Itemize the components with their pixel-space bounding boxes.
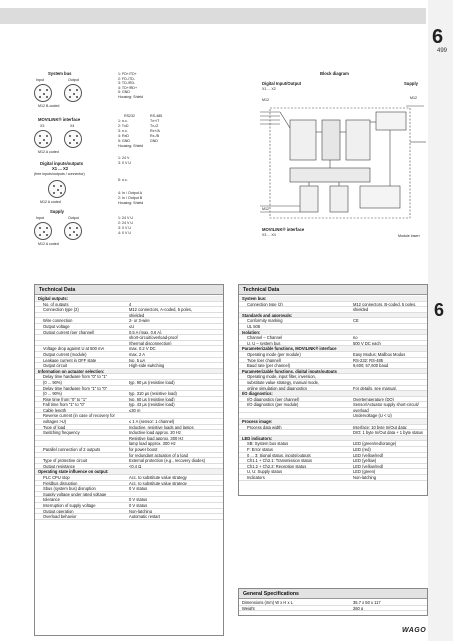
row-value <box>129 492 223 497</box>
row-label <box>239 408 353 413</box>
row-value <box>353 296 427 301</box>
row-label: Fall time from "1" to "0" <box>43 402 85 407</box>
row-label: Reverse current (in case of recovery for <box>43 413 115 419</box>
row-value <box>129 386 223 391</box>
row-value: 0 V status <box>129 502 148 508</box>
row-label: Type of protective circuit <box>43 458 88 463</box>
row-value: max. 2 A <box>129 351 145 357</box>
row-label: LED indicators: <box>242 435 273 441</box>
row-value: Non-latching <box>353 475 376 480</box>
dio-note: (free inputs/outputs / connector) <box>34 172 85 176</box>
row-value: 0 V status <box>129 497 148 502</box>
table-row <box>239 475 427 481</box>
row-value: ≤30 m <box>129 407 141 413</box>
row-value: 2- or 3-wire <box>129 318 150 323</box>
row-label: Operating mode, input filter, inversion, <box>247 374 316 379</box>
row-label: Connection type (2) <box>43 307 79 312</box>
dio-coded: M12 A coded <box>40 200 61 204</box>
row-value: Acc. to substitute value strategy <box>129 475 187 480</box>
row-label: Operating mode (per module) <box>247 351 301 357</box>
row-label <box>35 436 129 441</box>
row-label: Sbus (system bus) disruption <box>43 486 96 491</box>
system-bus-pins: 1: FD+/TD+ 2: FD-/TD- 3: TD-/RD- 4: TD+/RD+ 5: GND Housing: Shield <box>118 72 144 99</box>
diagram-supply-label: Supply <box>404 81 418 86</box>
row-value: M12 connectors, B-coded, 5 poles, <box>353 301 417 307</box>
row-label: SB: System bus status <box>247 441 289 447</box>
row-label: 0 ... 3: Signal status, inputs/outputs <box>247 452 311 458</box>
row-value <box>129 374 223 379</box>
system-bus-title: System bus <box>48 71 72 76</box>
system-bus-output-label: Output <box>68 78 79 82</box>
supply-coded: M12 A coded <box>38 242 59 246</box>
row-value: Sensor/Actuator supply short-circuit/ <box>353 402 419 407</box>
row-value: <0.4 Ω <box>129 463 142 469</box>
row-value: Undervoltage (U < U) <box>353 413 392 419</box>
row-value: Non-latching <box>129 508 152 514</box>
row-label: Baud rate (per channel) <box>247 363 291 368</box>
row-label: Parameterizable functions, digital inputs/outputs <box>242 368 337 374</box>
row-label: Output voltage <box>43 323 70 329</box>
movilink-x3: X3 <box>40 124 45 128</box>
chapter-number: 6 <box>432 26 444 48</box>
row-value: no <box>353 335 358 340</box>
row-label: Voltage drop against U at 500 mA <box>43 346 105 351</box>
row-value: overload <box>353 407 369 413</box>
row-label: Parallel connection of 2 outputs <box>43 447 101 452</box>
row-label: Delay time hardware from "1" to "0" <box>43 385 108 391</box>
row-label: F: Error status <box>247 447 273 452</box>
row-label: Output current (module) <box>43 351 87 357</box>
row-value <box>353 313 427 318</box>
row-label: System bus: <box>242 296 267 301</box>
row-value: Automatic restart <box>129 514 160 519</box>
row-value <box>129 413 223 418</box>
row-label: (0 ... 90%) <box>43 391 62 396</box>
diagram-dio-sub: X1 ... X2 <box>262 87 276 91</box>
supply-title: Supply <box>50 209 64 214</box>
supply-output-label: Output <box>68 216 79 220</box>
side-chapter-number: 6 <box>434 300 445 320</box>
row-value: CE <box>353 318 359 323</box>
connector-icon <box>34 84 52 102</box>
diagram-m12-top: M12 <box>410 96 417 100</box>
row-value <box>129 369 223 374</box>
block-diagram <box>260 102 426 226</box>
row-label: Operating state influence on output: <box>38 469 109 474</box>
row-value: LED (green/red/orange) <box>353 441 397 447</box>
row-label: Leakage current in OFF state <box>43 357 97 363</box>
table-title: General Specifications <box>239 589 427 599</box>
row-value <box>353 380 427 385</box>
row-value: Inductive load approx. 20 Hz <box>129 430 181 435</box>
row-value: typ. 310 µs (resistive load) <box>129 391 177 396</box>
row-label: Process image: <box>242 419 273 424</box>
movilink-title: MOVILINK® interface <box>38 117 81 122</box>
row-label: U, U – system bus <box>247 340 281 346</box>
row-label: Delay time hardware from "0" to "1" <box>43 374 108 379</box>
movilink-x4: X4 <box>70 124 75 128</box>
row-value: ≤U <box>129 323 135 329</box>
row-label: Ch1.2 + Ch2.2: Reception status <box>247 463 307 469</box>
row-label: Fieldbus disruption <box>43 480 78 486</box>
row-label: I/O diagnostics: <box>242 391 273 396</box>
table-title: Technical Data <box>239 285 427 295</box>
diagram-dio-label: Digital Input/Output <box>262 81 302 86</box>
table-row <box>35 514 223 520</box>
row-label: Overload behavior <box>43 514 77 519</box>
diagram-m12-bottom: M12 <box>262 207 269 211</box>
row-label: Interruption of supply voltage <box>43 502 96 508</box>
row-label: UL 508 <box>247 323 261 329</box>
row-value <box>353 419 427 424</box>
row-value: Easy Modus; Mailbox Modus <box>353 351 406 357</box>
row-value: Interface: 10 byte In/Out data; <box>353 424 408 430</box>
row-value: typ. 60 µs (resistive load) <box>129 396 175 402</box>
row-value: 4 <box>129 301 132 307</box>
table-rows <box>239 295 427 481</box>
row-value: typ. 43 µs (resistive load) <box>129 402 175 407</box>
page-number: 499 <box>437 48 448 54</box>
connector-icon <box>34 222 52 240</box>
diagram-movilink-label: MOVILINK® interface <box>262 227 305 232</box>
row-label: Supply voltage under rated voltage <box>43 491 107 497</box>
row-value: for power boost <box>129 447 158 452</box>
row-value <box>353 369 427 374</box>
row-label <box>35 453 129 458</box>
row-label <box>239 413 353 418</box>
row-label: substitute value strategy, manual mode, <box>247 379 320 385</box>
row-value <box>353 391 427 396</box>
row-value: External protection (e.g., recovery diodes) <box>129 458 205 463</box>
row-value: 260 g <box>353 605 364 611</box>
table-rows <box>35 295 223 520</box>
row-label <box>239 430 353 435</box>
row-label: (0 ... 90%) <box>43 379 62 385</box>
row-value <box>353 436 427 441</box>
row-value: 0 V status <box>129 486 148 491</box>
row-label: U, U: Supply status <box>247 469 283 474</box>
row-label: tolerance <box>43 497 60 502</box>
row-label: online simulation and diagnostics <box>247 385 308 391</box>
row-label: Parameterizable functions, MOVILINK® interface <box>242 346 337 351</box>
diagram-m12-left: M12 <box>262 98 269 102</box>
system-bus-input-label: Input <box>36 78 44 82</box>
row-value: ≤ 1 A (sensor: 1 channel) <box>129 419 175 424</box>
general-specifications <box>238 588 428 616</box>
row-label: Output current (per channel) <box>43 329 95 335</box>
row-label: Output operation <box>43 508 74 514</box>
diagram-title: Block diagram <box>320 71 349 76</box>
row-label: Output circuit <box>43 363 68 368</box>
table-title: Technical Data <box>35 285 223 295</box>
row-label <box>35 335 129 340</box>
connector-icon <box>48 180 66 198</box>
row-value: DIO: 1 byte In/Out data + 1 byte status <box>353 430 423 435</box>
row-value <box>353 324 427 329</box>
row-value: LED (yellow/red) <box>353 463 384 469</box>
row-label: Process data width <box>247 424 282 430</box>
row-value <box>129 469 223 474</box>
technical-data-right <box>238 284 428 496</box>
row-value: typ. 90 µs (resistive load) <box>129 379 175 385</box>
row-value: LED (yellow) <box>353 458 377 463</box>
wago-logo: WAGO <box>402 627 427 634</box>
row-label: Weight <box>242 605 255 611</box>
row-label: Wire connection <box>43 318 73 323</box>
dio-title: Digital inputs/outputs <box>40 161 84 166</box>
row-value: typ. 5 µA <box>129 357 146 363</box>
row-label: I/O diagnostics (per channel) <box>247 396 300 402</box>
row-value: max. 0.2 V DC <box>129 346 156 351</box>
connector-icon <box>34 130 52 148</box>
row-value: (thermal disconnection) <box>129 340 172 346</box>
row-value <box>353 330 427 335</box>
row-value: High-side switching <box>129 363 165 368</box>
row-value: LED (red) <box>353 447 371 452</box>
row-value: 35.7 x 50 x 117 <box>353 600 381 605</box>
row-label: Switching frequency <box>43 430 80 435</box>
row-value <box>129 296 223 301</box>
connector-icon <box>64 222 82 240</box>
technical-data-left <box>34 284 224 636</box>
row-value: for redundant actuation of a load <box>129 452 188 458</box>
row-value: Inductive, resistive loads and lamps <box>129 424 194 430</box>
row-value: 9,600; 57,600 baud <box>353 363 389 368</box>
system-bus-coded: M12 B-coded <box>38 104 60 108</box>
row-label: Connection type (2) <box>247 301 283 307</box>
row-label: Ch1.1 + Ch2.1: Transmission status <box>247 458 312 463</box>
movilink-coded: M12 A coded <box>38 150 59 154</box>
row-value: shielded <box>129 312 145 318</box>
row-value: shielded <box>353 307 369 312</box>
row-label: Type of load <box>43 424 66 430</box>
table-row <box>239 606 427 612</box>
row-value <box>353 374 427 379</box>
row-value: 500 V DC each <box>353 340 381 346</box>
row-label: voltages >U) <box>43 419 67 424</box>
row-label: Isolation: <box>242 329 261 335</box>
row-label: Conformity marking <box>247 318 283 323</box>
table-rows <box>239 599 427 611</box>
row-label: Output resistance <box>43 463 76 469</box>
row-label: Channel – Channel <box>247 335 283 340</box>
row-value <box>353 346 427 351</box>
row-value: Acc. to substitute value strategy <box>129 480 187 486</box>
connector-icon <box>64 84 82 102</box>
row-label <box>239 307 353 312</box>
row-value: lamp load approx. 300 Hz <box>129 441 176 447</box>
connector-icon <box>64 130 82 148</box>
row-value: LED (green) <box>353 469 376 474</box>
row-value: 0.5 A (max. 0.6 A), <box>129 329 163 335</box>
header-bar <box>0 8 426 24</box>
row-label: Dimensions (mm) W x H x L <box>242 600 293 605</box>
row-value: RS-232; RS-485 <box>353 357 384 363</box>
row-label: Digital outputs: <box>38 296 69 301</box>
diagram-module-label: Module insert <box>398 234 420 238</box>
diagram-movilink-sub: X3 ... X4 <box>262 233 276 237</box>
row-label <box>35 313 129 318</box>
supply-input-label: Input <box>36 216 44 220</box>
row-label <box>35 441 129 446</box>
row-value: short-circuit/overload-proof <box>129 335 178 340</box>
row-label: Rise time from "0" to "1" <box>43 396 87 402</box>
row-label: I/O diagnostics (per module) <box>247 402 299 407</box>
row-value: For details, see manual. <box>353 385 397 391</box>
row-label: Type (per channel) <box>247 357 282 363</box>
row-label: PLC CPU stop <box>43 475 70 480</box>
dio-sub: X1 ... X2 <box>52 166 69 171</box>
row-label: Standards and approvals: <box>242 312 293 318</box>
row-value: LED (yellow/red) <box>353 452 384 458</box>
row-label: Information on actuator selection: <box>38 368 105 374</box>
row-label: Cable length <box>43 407 66 413</box>
row-label: Indicators <box>247 475 265 480</box>
row-value: M12 connectors, A-coded, 5 poles, <box>129 307 193 312</box>
row-label <box>35 341 129 346</box>
row-label: No. of outputs <box>43 301 69 307</box>
row-value: Resistive load approx. 300 Hz <box>129 435 184 441</box>
row-value: Overtemperature (DO) <box>353 396 394 402</box>
